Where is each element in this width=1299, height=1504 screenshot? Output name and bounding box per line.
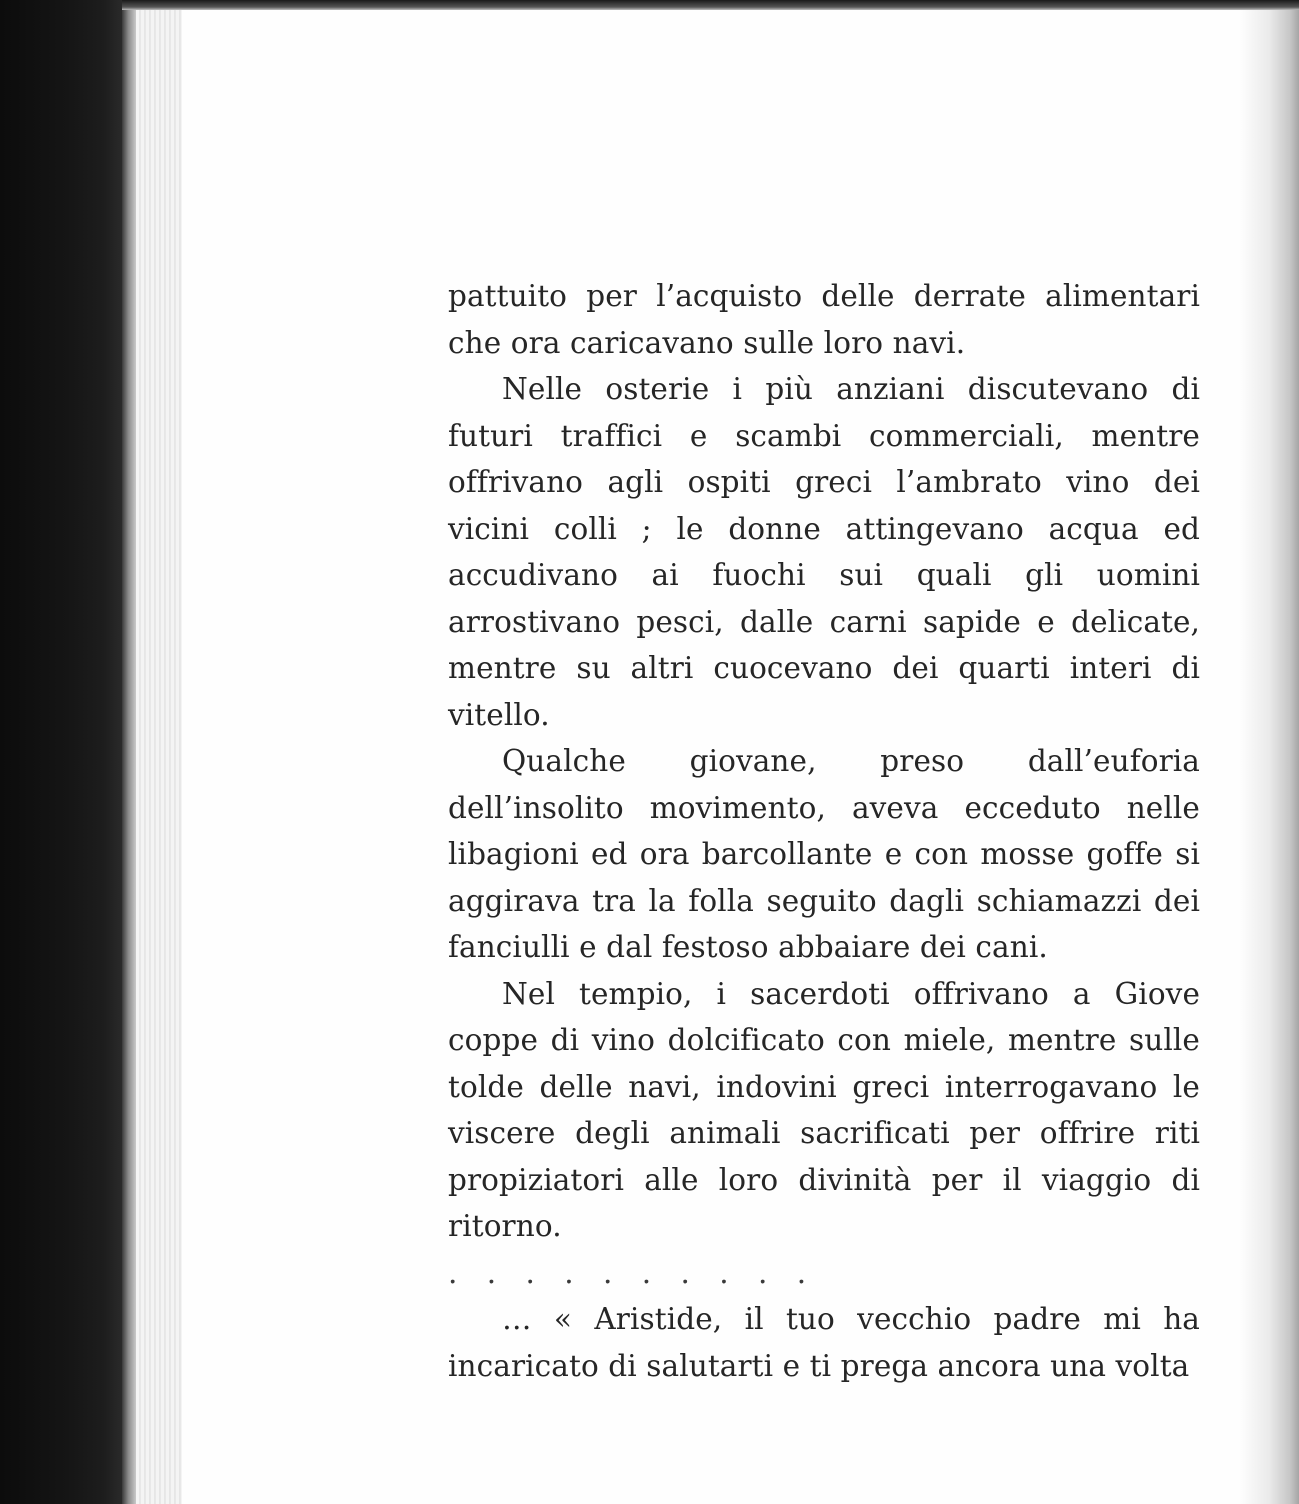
paragraph-4: Nel tempio, i sacerdoti offrivano a Giove coppe di vino dolcificato con miele, mentre sulle tolde delle navi, indovini greci interrogavano le viscere degli animali sacrificati per offrire riti propiziatori alle loro divinità per il viaggio di ritorno. xyxy=(448,976,1200,1243)
page-stack-edges xyxy=(136,10,182,1504)
paragraph-5: … « Aristide, il tuo vecchio padre mi ha incaricato di salutarti e ti prega ancora una volta xyxy=(448,1302,1200,1383)
binding-edge xyxy=(122,0,136,1504)
top-scan-edge xyxy=(122,0,1299,10)
section-separator: . . . . . . . . . . xyxy=(448,1255,817,1290)
paragraph-1: pattuito per l’acquisto delle derrate alimentari che ora caricavano sulle loro navi. xyxy=(448,279,1200,360)
paragraph-2: Nelle osterie i più anziani discutevano di futuri traffici e scambi commerciali, mentre offrivano agli ospiti greci l’ambrato vino dei vicini colli ; le donne attingevano acqua ed accudivano ai fuochi sui quali gli uomini arrostivano pesci, dalle carni sapide e delicate, mentre su altri cuocevano dei quarti interi di vitello. xyxy=(448,372,1200,732)
body-text xyxy=(448,273,1200,1389)
right-page-shadow xyxy=(1239,10,1299,1504)
paragraph-3: Qualche giovane, preso dall’euforia dell’insolito movimento, aveva ecceduto nelle libagioni ed ora barcollante e con mosse goffe si aggirava tra la folla seguito dagli schiamazzi dei fanciulli e dal festoso abbaiare dei cani. xyxy=(448,744,1200,964)
book-binding xyxy=(0,0,122,1504)
